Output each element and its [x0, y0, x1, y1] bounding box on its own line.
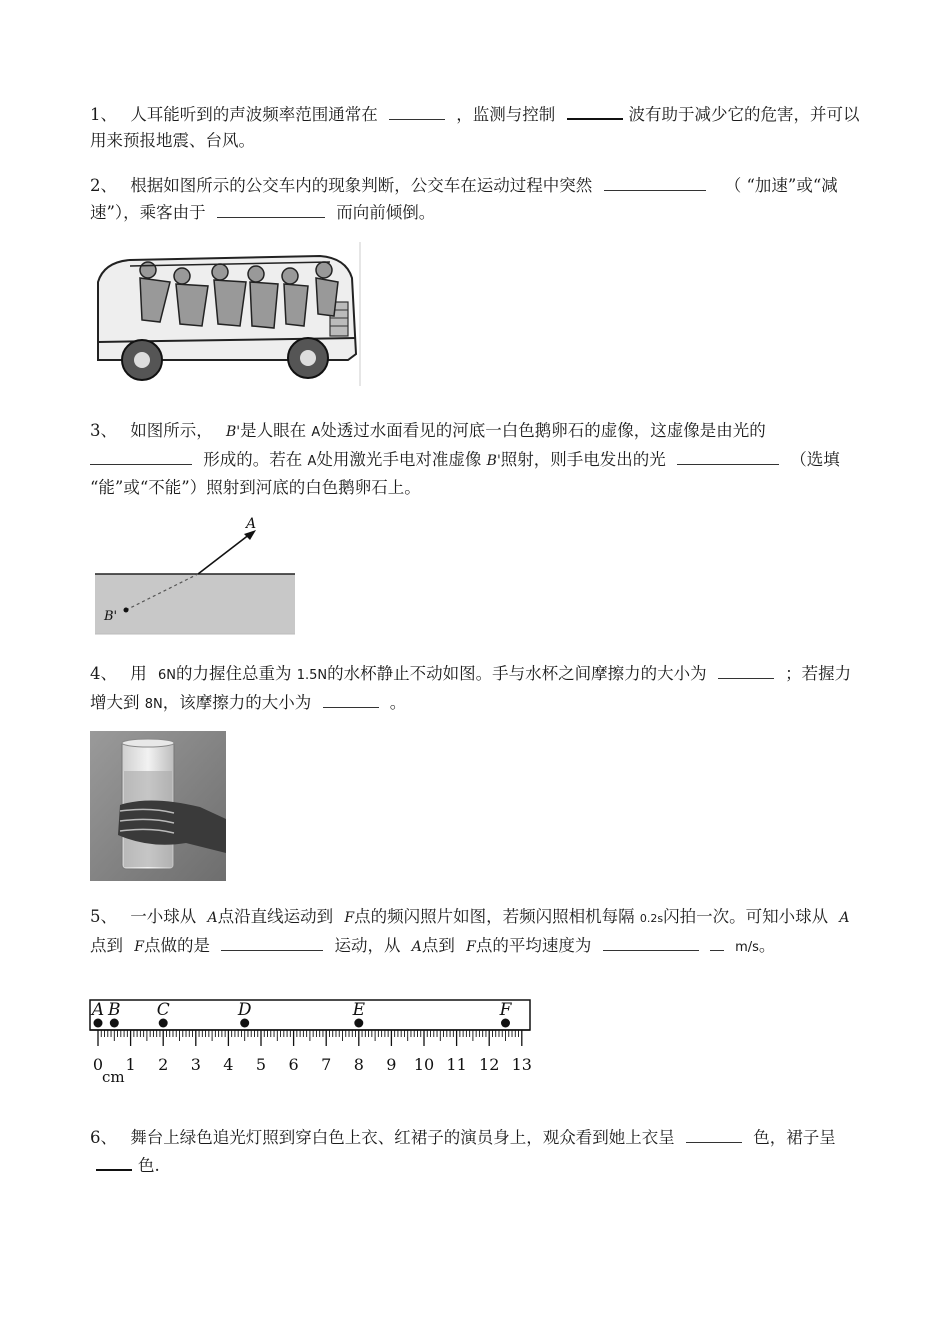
- question-text: （ “加速”或“减速”），乘客由于: [90, 176, 838, 222]
- ruler-tick-label: 6: [288, 1055, 299, 1074]
- symbol-a: A: [307, 454, 317, 469]
- answer-blank-1[interactable]: [686, 1124, 742, 1143]
- point-symbol: A: [411, 939, 422, 955]
- question-number: 3、: [90, 421, 117, 440]
- ruler-tick-label: 3: [190, 1055, 201, 1074]
- answer-blank-2[interactable]: [603, 932, 699, 951]
- question-1: [90, 100, 862, 154]
- ruler-tick-label: 4: [223, 1055, 234, 1074]
- question-text: 照射，则手电发出的光: [500, 450, 666, 469]
- answer-blank-1[interactable]: [389, 101, 445, 120]
- ruler-tick-label: 13: [511, 1055, 532, 1074]
- refraction-figure: [90, 512, 300, 636]
- question-text: 人耳能听到的声波频率范围通常在: [130, 105, 378, 124]
- strobe-ruler-figure: [88, 996, 534, 1086]
- question-number: 5、: [90, 907, 117, 926]
- answer-blank-1[interactable]: [604, 172, 706, 191]
- question-text: 舞台上绿色追光灯照到穿白色上衣、红裙子的演员身上，观众看到她上衣呈: [130, 1128, 675, 1147]
- question-text: 是人眼在: [240, 421, 307, 440]
- ruler-diagram: [88, 996, 534, 1086]
- question-number: 6、: [90, 1128, 117, 1147]
- question-text: 形成的。若在: [203, 450, 303, 469]
- ruler-tick-label: 9: [386, 1055, 397, 1074]
- question-text: 运动，从: [334, 936, 401, 955]
- question-text: 的水杯静止不动如图。手与水杯之间摩擦力的大小为: [327, 664, 707, 683]
- force-value: 8N: [144, 697, 163, 712]
- force-value: 6N: [158, 668, 176, 683]
- speed-unit: m/s: [735, 940, 759, 955]
- question-number: 2、: [90, 176, 117, 195]
- point-symbol: F: [344, 910, 355, 926]
- answer-blank-2[interactable]: [567, 100, 623, 120]
- ruler-tick-label: 7: [321, 1055, 332, 1074]
- question-text: 闪拍一次。可知小球从: [663, 907, 829, 926]
- question-text: 处透过水面看见的河底一白色鹅卵石的虚像，这虚像是由光的: [320, 421, 766, 440]
- question-text: 用: [130, 664, 147, 683]
- answer-blank-1[interactable]: [221, 932, 323, 951]
- bus-figure: [90, 242, 362, 386]
- answer-blank-1[interactable]: [718, 660, 774, 679]
- point-b-prime-label: B': [104, 609, 118, 624]
- question-number: 1、: [90, 105, 117, 124]
- question-text: 点的频闪照片如图，若频闪照相机每隔: [354, 907, 635, 926]
- point-symbol: A: [207, 910, 218, 926]
- question-text: ，该摩擦力的大小为: [162, 693, 312, 712]
- question-text: 如图所示，: [130, 421, 213, 440]
- symbol-b-prime: B': [226, 424, 241, 440]
- strobe-point-label-c: C: [156, 1000, 170, 1020]
- ruler-tick-label: 12: [479, 1055, 500, 1074]
- answer-blank-1[interactable]: [90, 446, 192, 465]
- question-text: 处用激光手电对准虚像: [316, 450, 482, 469]
- question-3: [90, 418, 862, 501]
- answer-blank-2-cont: [710, 932, 724, 951]
- strobe-point-label-b: B: [108, 1000, 121, 1020]
- bus-illustration: [90, 242, 362, 386]
- interval-value: 0.2s: [639, 912, 664, 925]
- refraction-diagram: [90, 512, 300, 636]
- ruler-tick-label: 11: [446, 1055, 467, 1074]
- question-2: [90, 172, 862, 226]
- question-text: 点做的是: [143, 936, 210, 955]
- question-text: 一小球从: [130, 907, 197, 926]
- answer-blank-2[interactable]: [677, 446, 779, 465]
- ruler-tick-label: 2: [158, 1055, 169, 1074]
- question-text: 色.: [138, 1156, 160, 1175]
- answer-blank-2[interactable]: [217, 199, 325, 218]
- strobe-point-label-a: A: [91, 1000, 105, 1020]
- hand-holding-cup-image: [90, 731, 226, 881]
- question-text: 。: [389, 693, 407, 712]
- question-text: （选填 “能”或“不能”）照射到河底的白色鹅卵石上。: [90, 450, 840, 497]
- question-6: [90, 1124, 862, 1179]
- point-a-label: A: [246, 516, 257, 532]
- ruler-tick-label: 10: [413, 1055, 435, 1074]
- ruler-tick-label: 8: [353, 1055, 364, 1074]
- strobe-point-label-d: D: [237, 1000, 252, 1020]
- point-symbol: A: [839, 910, 850, 926]
- question-text: ，监测与控制: [456, 105, 556, 124]
- symbol-b-prime: B': [486, 453, 501, 469]
- question-text: 。: [758, 936, 776, 955]
- question-text: 点的平均速度为: [475, 936, 592, 955]
- answer-blank-2[interactable]: [323, 689, 379, 708]
- question-text: ；若握力增大到: [90, 664, 852, 712]
- force-value: 1.5N: [296, 668, 328, 683]
- point-symbol: F: [466, 939, 476, 955]
- point-symbol: F: [134, 939, 144, 955]
- question-text: 点沿直线运动到: [217, 907, 334, 926]
- ruler-tick-label: 5: [255, 1055, 267, 1074]
- ruler-tick-label: 0: [92, 1055, 104, 1074]
- question-text: 根据如图所示的公交车内的现象判断，公交车在运动过程中突然: [130, 176, 593, 195]
- question-text: 点到: [421, 936, 455, 955]
- question-number: 4、: [90, 664, 117, 683]
- question-5: [90, 904, 862, 961]
- symbol-a: A: [311, 425, 321, 440]
- question-text: 而向前倾倒。: [336, 203, 436, 222]
- answer-blank-2[interactable]: [96, 1151, 132, 1171]
- ruler-unit-label: cm: [102, 1068, 125, 1086]
- question-text: 色，裙子呈: [753, 1128, 836, 1147]
- cup-photo: [90, 731, 226, 881]
- strobe-point-label-f: F: [499, 1000, 512, 1020]
- question-text: 点到: [90, 936, 123, 955]
- strobe-point-label-e: E: [352, 1000, 366, 1020]
- question-text: 的力握住总重为: [176, 664, 292, 683]
- question-4: [90, 660, 862, 718]
- question-text: 波有助于减少它的危害，并可以用来预报地震、台风。: [90, 105, 860, 150]
- ruler-tick-label: 1: [125, 1055, 136, 1074]
